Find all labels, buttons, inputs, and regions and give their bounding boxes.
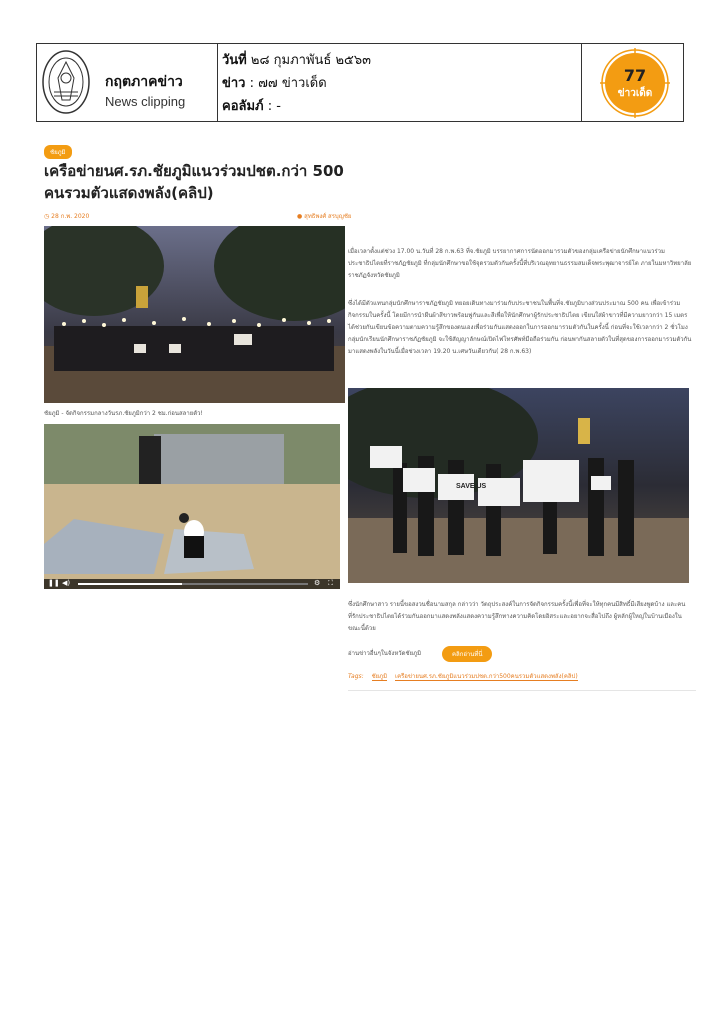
- logo-text: ข่าวเด็ด: [617, 88, 653, 99]
- settings-icon[interactable]: ⚙: [314, 579, 321, 587]
- column-label: คอลัมภ์: [222, 99, 264, 114]
- students-signs-photo: [348, 388, 689, 583]
- university-seal-icon: [41, 48, 91, 116]
- photo-caption: ชัยภูมิ - จัดกิจกรรมกลางวันรภ.ชัยภูมิกว่า 2 ชม.ก่อนสลายตัว!: [44, 410, 203, 417]
- read-more-text: อ่านข่าวอื่นๆในจังหวัดชัยภูมิ: [348, 650, 422, 657]
- article-paragraph: เมื่อเวลาตั้งแต่ช่วง 17.00 น.วันที่ 28 ก.พ.63 ที่จ.ชัยภูมิ บรรยากาศการนัดออกมารวมตัวของกลุ่มเครือข่ายนักศึกษาแนวร่วมประชาธิปไตยที่ราชภัฏชัยภูมิ ที่กลุ่มนักศึกษาขอใช้จุดรวมตัวกันครั้งนี้ที่บริเวณอุทยานธรรมสมเด็จพระพุฒาจารย์โต ภายในมหาวิทยาลัยราชภัฏจังหวัดชัยภูมิ: [348, 248, 692, 279]
- video-progress-fill: [78, 583, 182, 585]
- column-line: [222, 95, 281, 116]
- volume-icon[interactable]: ◀): [62, 579, 71, 587]
- date-line: [222, 49, 371, 70]
- clipping-header: [36, 43, 684, 122]
- article-date: [44, 211, 89, 221]
- tags-label: Tags:: [348, 673, 364, 680]
- clipping-subtitle: News clipping: [105, 94, 186, 109]
- video-progress-track[interactable]: [78, 583, 308, 585]
- logo-number: 77: [623, 66, 647, 85]
- article-date-text: 28 ก.พ. 2020: [51, 213, 90, 220]
- crowd-night-photo: [44, 226, 345, 403]
- source-label: ข่าว: [222, 76, 246, 91]
- category-badge[interactable]: ชัยภูมิ: [44, 145, 72, 159]
- date-value: ๒๘ กุมภาพันธ์ ๒๕๖๓: [250, 53, 372, 68]
- article-author-text: สุทธิพงศ์ สรบุญชัย: [304, 213, 352, 220]
- divider: [348, 690, 696, 691]
- date-label: วันที่: [222, 53, 247, 68]
- article-paragraph: ซึ่งนักศึกษาสาว รายนี้ขอสงวนชื่อนามสกุล กล่าวว่า วัตถุประสงค์ในการจัดกิจกรรมครั้งนี้เพื่อที่จะให้ทุกคนมีสิทธิ์มีเสียงพูดบ้าง และคนที่รักประชาธิปไตยได้ร่วมกันออกมาแสดงพลังแสดงความรู้สึกทางความคิดโดยอิสระและอยากจะสื่อไปถึง ผู้หลักผู้ใหญ่ในบ้านเมืองในขณะนี้ด้วย: [348, 601, 686, 632]
- article-author[interactable]: [297, 211, 351, 221]
- clipping-title: กฤตภาคข่าว: [105, 74, 183, 90]
- video-controls: [44, 579, 340, 589]
- play-pause-icon[interactable]: ❚❚: [48, 579, 60, 587]
- fullscreen-icon[interactable]: ⛶: [328, 579, 333, 587]
- tags-row: [348, 671, 578, 681]
- user-icon: ●: [297, 213, 303, 220]
- source-value: : ๗๗ ข่าวเด็ด: [249, 76, 327, 91]
- article-paragraph: ซึ่งได้มีตัวแทนกลุ่มนักศึกษาราชภัฏชัยภูมิ ทยอยเดินทางมาร่วมกับประชาชนในพื้นที่จ.ชัยภูมิบางส่วนประมาณ 500 คน เพื่อเข้าร่วมกิจกรรมในครั้งนี้ โดยมีการนำผืนผ้าสีขาวพร้อมพู่กันและสีเพื่อให้นักศึกษาผู้รักประชาธิปไตย เขียนใส่ผ้าขาวที่มีความยาวกว่า 15 เมตร ได้ช่วยกันเขียนข้อความตามความรู้สึกของตนเองเพื่อร่วมกันแสดงออกในการออกมารวมตัวกันในครั้งนี้ ก่อนที่จะใช้เวลากว่า 2 ชั่วโมง กลุ่มนักเรียนนักศึกษาราชภัฏชัยภูมิ จะใช้สัญญาลักษณ์เปิดไฟโทรศัพท์มือถือร่วมกัน ก่อนพากันสลายตัวในที่สุดของการออกมารวมตัวกันมาแสดงพลังในวันนี้เมื่อช่วงเวลา 19.20 น.เศษวันเดียวกัน( 28 ก.พ.63): [348, 300, 692, 355]
- tag-link[interactable]: เครือข่ายนศ.รภ.ชัยภูมิแนวร่วมปชต.กว่า500คนรวมตัวแสดงพลัง(คลิป): [395, 673, 578, 680]
- clock-icon: ◷: [44, 213, 50, 220]
- read-more-button[interactable]: คลิกอ่านที่นี่: [442, 646, 492, 662]
- tag-link[interactable]: ชัยภูมิ: [371, 673, 388, 680]
- video-frame: [44, 424, 340, 589]
- video-player[interactable]: [44, 424, 340, 589]
- article-headline: เครือข่ายนศ.รภ.ชัยภูมิแนวร่วมปชต.กว่า 500 คนรวมตัวแสดงพลัง(คลิป): [44, 162, 344, 202]
- khaoded-77-logo: [600, 48, 670, 118]
- sign-text: SAVE US: [456, 483, 487, 490]
- source-line: [222, 72, 327, 93]
- column-value: : -: [267, 99, 281, 114]
